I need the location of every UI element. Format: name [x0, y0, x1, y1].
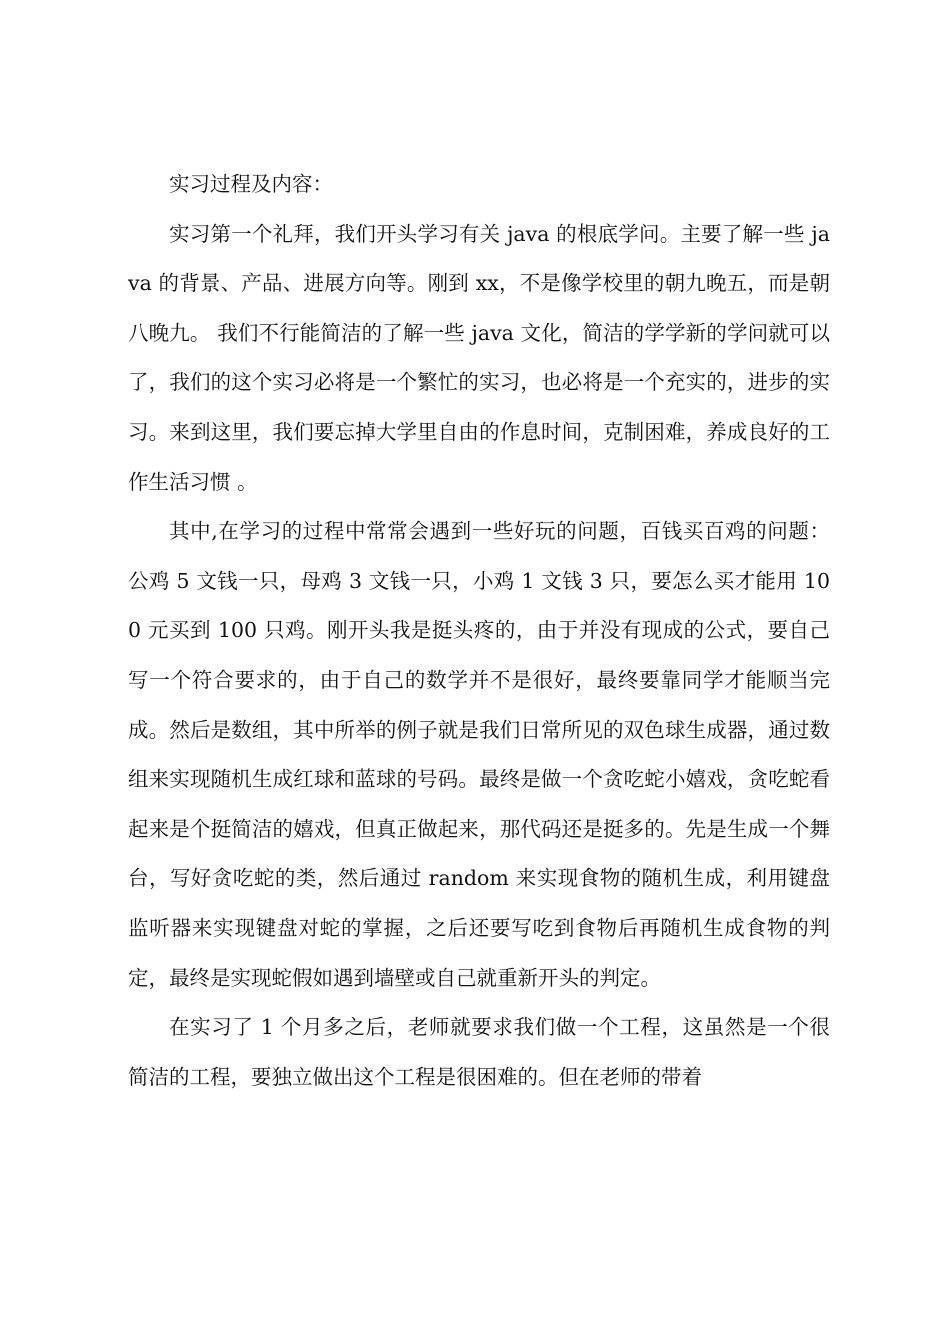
section-heading: 实习过程及内容：: [169, 172, 333, 196]
paragraph-project: 在实习了 1 个月多之后，老师就要求我们做一个工程，这虽然是一个很简洁的工程，要独立做出这个工程是很困难的。但在老师的带着: [128, 1015, 830, 1089]
paragraph-first-week: 实习第一个礼拜，我们开头学习有关 java 的根底学问。主要了解一些 java 的背景、产品、进展方向等。刚到 xx，不是像学校里的朝九晚五，而是朝八晚九。 我们不行能简洁的了解一些 java 文化，简洁的学学新的学问就可以了，我们的这个实习必将是一个繁忙的实习，也必将是一个充实的，进步的实习。来到这里，我们要忘掉大学里自由的作息时间，克制困难，养成良好的工作生活习惯 。: [128, 221, 830, 494]
paragraph-problems: 其中,在学习的过程中常常会遇到一些好玩的问题，百钱买百鸡的问题：公鸡 5 文钱一只，母鸡 3 文钱一只，小鸡 1 文钱 3 只，要怎么买才能用 100 元买到 100 只鸡。刚开头我是挺头疼的，由于并没有现成的公式，要自己写一个符合要求的，由于自己的数学并不是很好，最终要靠同学才能顺当完成。然后是数组，其中所举的例子就是我们日常所见的双色球生成器，通过数组来实现随机生成红球和蓝球的号码。最终是做一个贪吃蛇小嬉戏，贪吃蛇看起来是个挺简洁的嬉戏，但真正做起来，那代码还是挺多的。先是生成一个舞台，写好贪吃蛇的类，然后通过 random 来实现食物的随机生成，利用键盘监听器来实现键盘对蛇的掌握，之后还要写吃到食物后再随机生成食物的判定，最终是实现蛇假如遇到墙壁或自己就重新开头的判定。: [128, 519, 830, 990]
document-body: [128, 160, 830, 1102]
